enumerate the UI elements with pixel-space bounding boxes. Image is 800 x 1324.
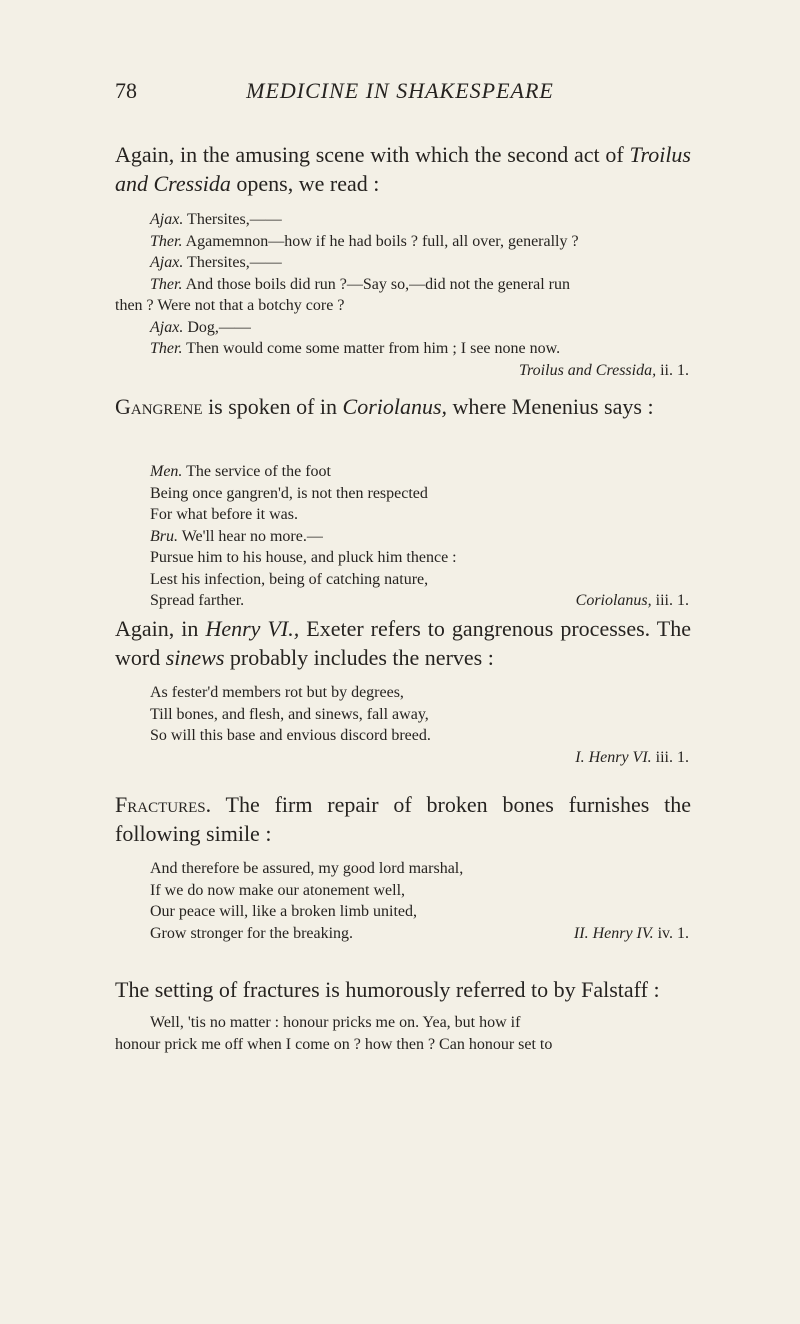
- quote-line: Grow stronger for the breaking.: [150, 924, 354, 942]
- quote-line: Bru. We'll hear no more.—: [150, 527, 323, 545]
- quote-line: And therefore be assured, my good lord marshal,: [150, 860, 464, 877]
- quote-henry-iv: [115, 858, 691, 944]
- quote-line: then ? Were not that a botchy core ?: [115, 297, 345, 314]
- page-number: 78: [115, 78, 137, 103]
- p1-text-end: opens, we read :: [236, 171, 380, 196]
- p5-text: The setting of fractures is humorously referred to by Falstaff :: [115, 977, 660, 1002]
- quote-line: Well, 'tis no matter : honour pricks me on. Yea, but how if: [150, 1014, 521, 1031]
- p3-title: Henry VI.,: [205, 616, 300, 641]
- quote-line: Ajax. Thersites,——: [150, 254, 282, 271]
- quote-line: Ther. Then would come some matter from him ; I see none now.: [150, 340, 561, 357]
- p4-text: The firm repair of broken bones furnishes the following simile :: [115, 792, 691, 846]
- running-title: MEDICINE IN SHAKESPEARE: [246, 78, 554, 103]
- quote-line: Being once gangren'd, is not then respected: [150, 484, 428, 502]
- p2-text: is spoken of in: [208, 394, 338, 419]
- quote-henry-vi: [115, 682, 691, 768]
- p3-text-mid: Exeter refers to gangrenous processes. The word: [115, 616, 691, 670]
- quote-falstaff: [115, 1012, 691, 1055]
- quote-line: Our peace will, like a broken limb united,: [150, 903, 418, 920]
- quote-line: Ajax. Thersites,——: [150, 211, 282, 228]
- quote-line: Ther. Agamemnon—how if he had boils ? full, all over, generally ?: [150, 232, 579, 250]
- quote-line: Spread farther.: [150, 592, 245, 609]
- quote-line: Ajax. Dog,——: [150, 318, 251, 336]
- paragraph-henry-vi: [115, 614, 691, 672]
- section-lead-fractures: Fractures.: [115, 792, 212, 817]
- p2-title: Coriolanus,: [342, 394, 448, 419]
- p3-text: Again, in: [115, 616, 199, 641]
- quote-line-with-citation: [115, 923, 691, 945]
- quote-line: For what before it was.: [150, 506, 298, 523]
- page-header: [115, 78, 685, 108]
- quote-line: Lest his infection, being of catching nature,: [150, 570, 429, 588]
- paragraph-fractures: [115, 790, 691, 848]
- quote-line: Men. The service of the foot: [150, 463, 331, 480]
- p1-text: Again, in the amusing scene with which the second act of: [115, 142, 624, 167]
- quote-line: As fester'd members rot but by degrees,: [150, 684, 404, 701]
- quote-coriolanus: [115, 461, 691, 612]
- paragraph-falstaff: [115, 975, 691, 1004]
- quote-line: Pursue him to his house, and pluck him thence :: [150, 549, 457, 566]
- quote-troilus: [115, 209, 691, 381]
- p2-text-end: where Menenius says :: [452, 394, 654, 419]
- section-lead-gangrene: Gangrene: [115, 394, 203, 419]
- paragraph-gangrene: [115, 392, 691, 421]
- quote-line-with-citation: [115, 590, 691, 612]
- quote-line: Ther. And those boils did run ?—Say so,—did not the general run: [150, 275, 570, 293]
- quote-citation: I. Henry VI. iii. 1.: [575, 748, 689, 766]
- quote-citation: Troilus and Cressida, ii. 1.: [519, 361, 689, 379]
- quote-citation: Coriolanus, iii. 1.: [575, 592, 689, 609]
- p3-emphasis: sinews: [165, 645, 225, 670]
- quote-line: So will this base and envious discord breed.: [150, 727, 431, 744]
- quote-line: If we do now make our atonement well,: [150, 881, 406, 899]
- p1-title: Troilus and Cressida: [115, 142, 691, 196]
- quote-line: honour prick me off when I come on ? how then ? Can honour set to: [115, 1035, 553, 1053]
- paragraph-troilus-intro: [115, 140, 691, 198]
- quote-line: Till bones, and flesh, and sinews, fall away,: [150, 705, 429, 723]
- quote-citation: II. Henry IV. iv. 1.: [573, 924, 689, 942]
- p3-text-end: probably includes the nerves :: [229, 645, 494, 670]
